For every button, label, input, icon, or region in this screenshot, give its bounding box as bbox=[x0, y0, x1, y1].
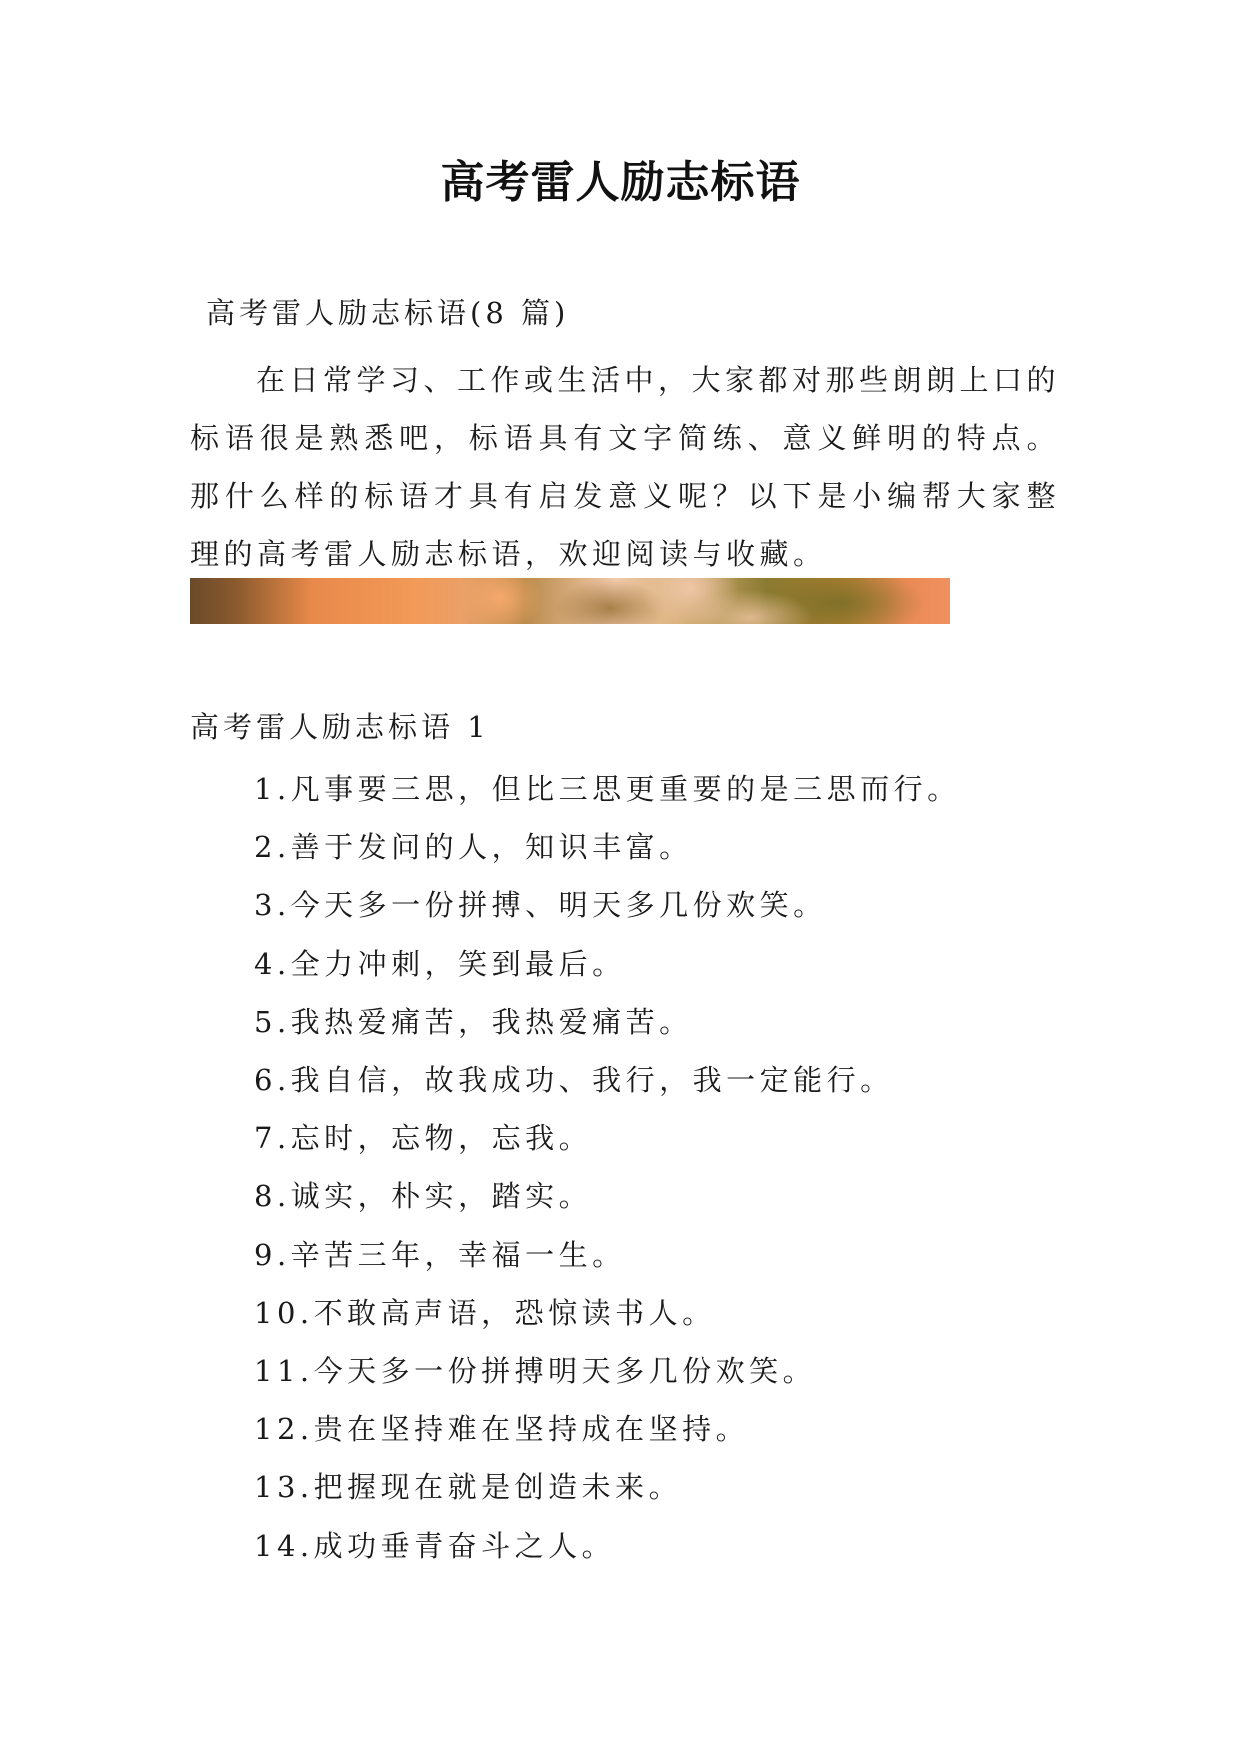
list-item: 5.我热爱痛苦，我热爱痛苦。 bbox=[254, 1004, 693, 1039]
list-item: 9.辛苦三年，幸福一生。 bbox=[254, 1237, 626, 1272]
list-item: 7.忘时，忘物，忘我。 bbox=[254, 1121, 593, 1156]
list-item: 10.不敢高声语，恐惊读书人。 bbox=[254, 1295, 716, 1330]
list-item: 11.今天多一份拼搏明天多几份欢笑。 bbox=[254, 1354, 817, 1389]
list-item: 2.善于发问的人，知识丰富。 bbox=[254, 830, 693, 865]
list-item: 6.我自信，故我成功、我行，我一定能行。 bbox=[254, 1063, 894, 1098]
list-item: 13.把握现在就是创造未来。 bbox=[254, 1470, 683, 1505]
list-item: 3.今天多一份拼搏、明天多几份欢笑。 bbox=[254, 888, 827, 923]
list-item: 8.诚实，朴实，踏实。 bbox=[254, 1179, 593, 1214]
intro-paragraph: 在日常学习、工作或生活中，大家都对那些朗朗上口的标语很是熟悉吧，标语具有文字简练、意义鲜明的特点。那什么样的标语才具有启发意义呢？以下是小编帮大家整理的高考雷人励志标语，欢迎阅读与收藏。 bbox=[190, 363, 1061, 571]
document-subtitle: 高考雷人励志标语(8 篇) bbox=[206, 296, 570, 330]
list-item: 4.全力冲刺，笑到最后。 bbox=[254, 946, 626, 981]
slogan-list bbox=[254, 760, 961, 1575]
banner-image bbox=[190, 578, 950, 624]
section-heading: 高考雷人励志标语 1 bbox=[190, 710, 490, 744]
list-item: 12.贵在坚持难在坚持成在坚持。 bbox=[254, 1412, 750, 1447]
page-title: 高考雷人励志标语 bbox=[440, 157, 801, 208]
list-item: 14.成功垂青奋斗之人。 bbox=[254, 1528, 616, 1563]
list-item: 1.凡事要三思，但比三思更重要的是三思而行。 bbox=[254, 772, 961, 806]
